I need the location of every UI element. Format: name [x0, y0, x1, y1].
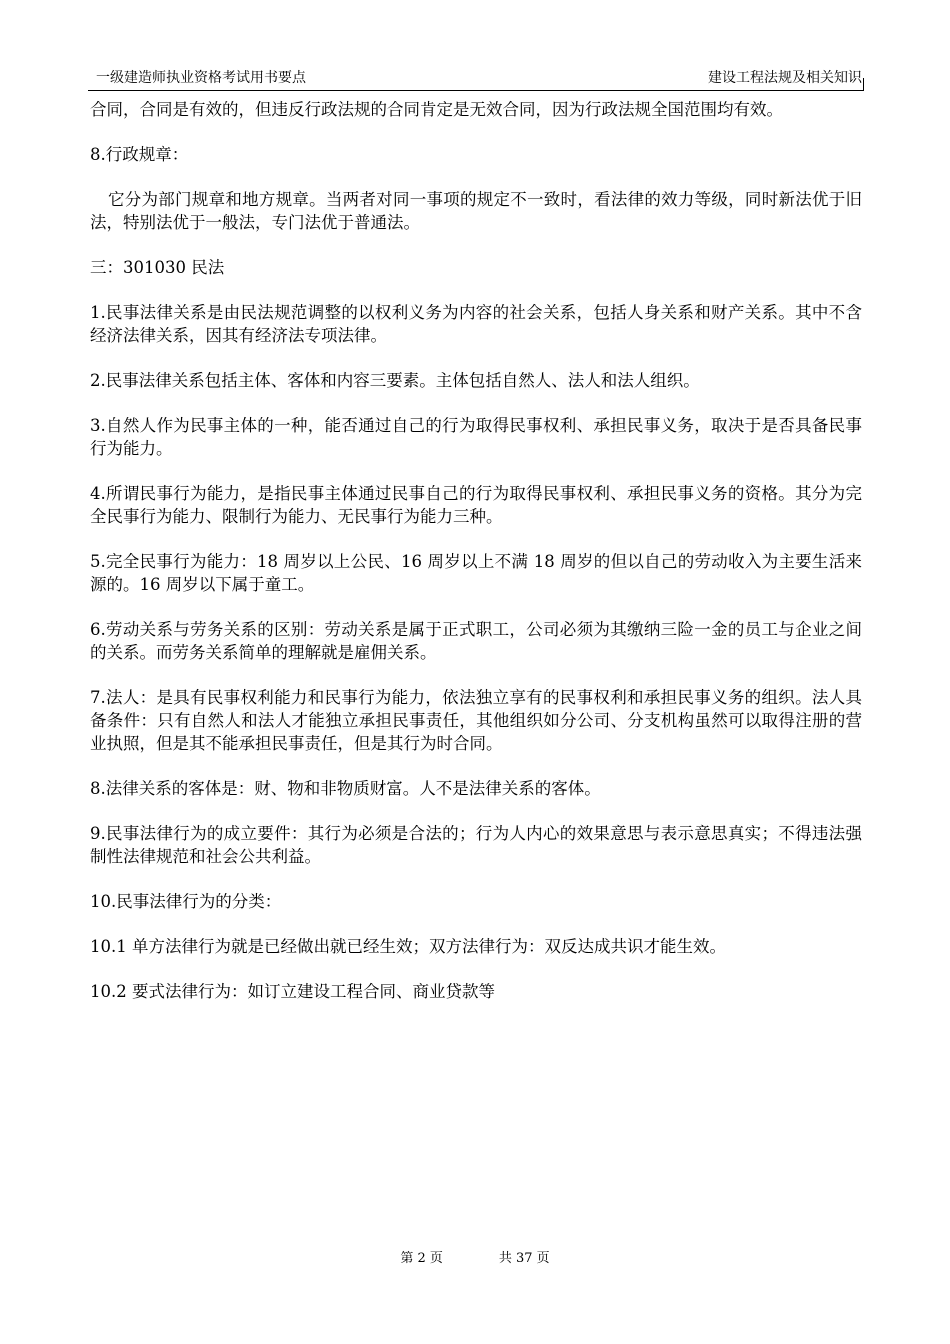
paragraph: 9.民事法律行为的成立要件：其行为必须是合法的；行为人内心的效果意思与表示意思真实；不得违法强制性法律规范和社会公共利益。 [90, 824, 862, 866]
paragraph: 4.所谓民事行为能力，是指民事主体通过民事自己的行为取得民事权利、承担民事义务的资格。其分为完全民事行为能力、限制行为能力、无民事行为能力三种。 [90, 484, 862, 526]
page-header [88, 66, 864, 91]
header-rule-tick [863, 78, 864, 90]
header-book-title: 一级建造师执业资格考试用书要点 [96, 70, 306, 86]
header-subject: 建设工程法规及相关知识 [708, 70, 862, 86]
paragraph: 它分为部门规章和地方规章。当两者对同一事项的规定不一致时，看法律的效力等级，同时新法优于旧法，特别法优于一般法，专门法优于普通法。 [90, 190, 862, 232]
paragraph: 8.行政规章： [90, 145, 189, 164]
page-footer [0, 1250, 950, 1268]
paragraph: 合同，合同是有效的，但违反行政法规的合同肯定是无效合同，因为行政法规全国范围均有效。 [90, 100, 783, 119]
paragraph: 10.1 单方法律行为就是已经做出就已经生效；双方法律行为：双反达成共识才能生效。 [90, 937, 726, 956]
footer-page-number: 第 2 页 [400, 1251, 443, 1266]
paragraph: 6.劳动关系与劳务关系的区别：劳动关系是属于正式职工，公司必须为其缴纳三险一金的员工与企业之间的关系。而劳务关系简单的理解就是雇佣关系。 [90, 620, 862, 662]
paragraph: 10.2 要式法律行为：如订立建设工程合同、商业贷款等 [90, 982, 495, 1001]
paragraph: 5.完全民事行为能力：18 周岁以上公民、16 周岁以上不满 18 周岁的但以自己的劳动收入为主要生活来源的。16 周岁以下属于童工。 [90, 552, 862, 594]
paragraph: 2.民事法律关系包括主体、客体和内容三要素。主体包括自然人、法人和法人组织。 [90, 371, 700, 390]
paragraph: 1.民事法律关系是由民法规范调整的以权利义务为内容的社会关系，包括人身关系和财产关系。其中不含经济法律关系，因其有经济法专项法律。 [90, 303, 862, 345]
footer-total-pages: 共 37 页 [498, 1251, 550, 1266]
paragraph: 10.民事法律行为的分类： [90, 892, 282, 911]
paragraph: 8.法律关系的客体是：财、物和非物质财富。人不是法律关系的客体。 [90, 779, 601, 798]
paragraph: 三：301030 民法 [90, 258, 225, 277]
paragraph: 7.法人：是具有民事权利能力和民事行为能力，依法独立享有的民事权利和承担民事义务的组织。法人具备条件：只有自然人和法人才能独立承担民事责任，其他组织如分公司、分支机构虽然可以取得注册的营业执照，但是其不能承担民事责任，但是其行为时合同。 [90, 688, 862, 753]
page-body [90, 98, 862, 1003]
paragraph: 3.自然人作为民事主体的一种，能否通过自己的行为取得民事权利、承担民事义务，取决于是否具备民事行为能力。 [90, 416, 862, 458]
